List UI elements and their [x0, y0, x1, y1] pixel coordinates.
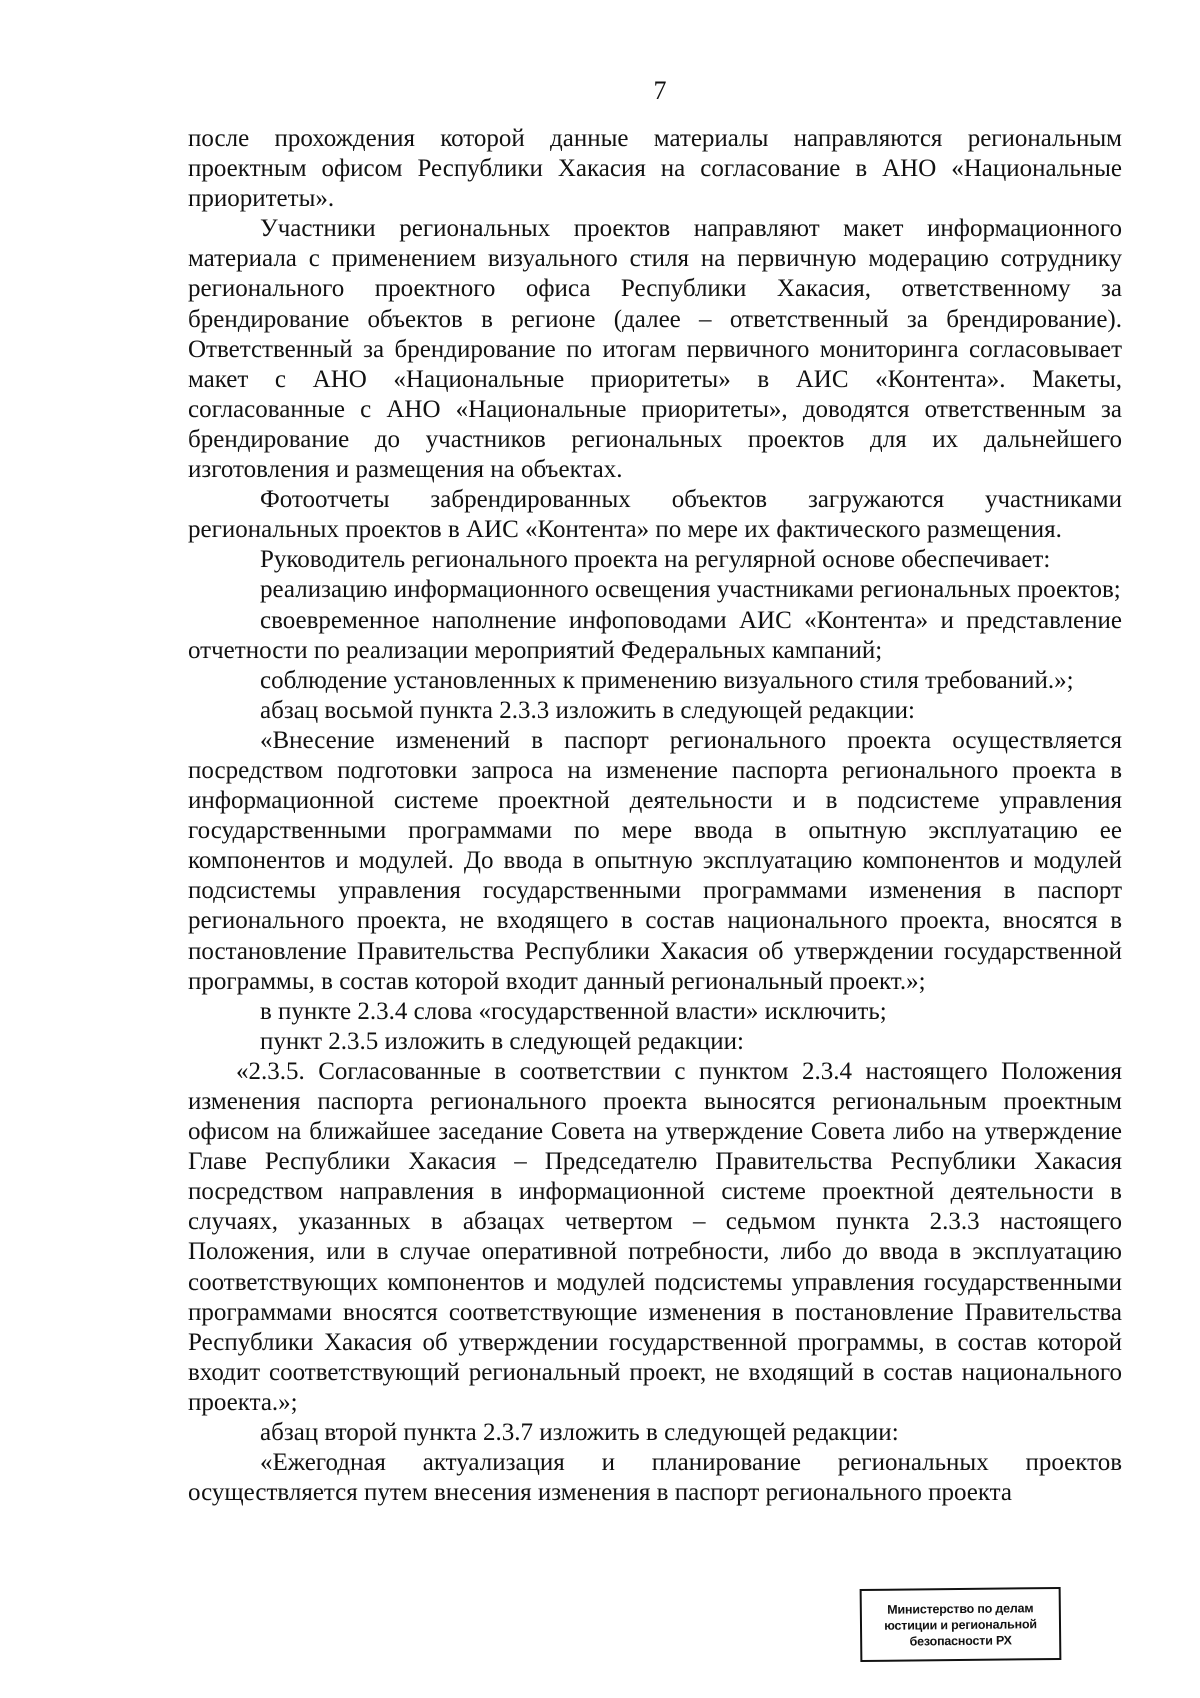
paragraph: Участники региональных проектов направляют макет информационного материала с применением визуального стиля на первичную модерацию сотруднику регионального проектного офиса Республики Хакасия, ответственному за брендирование объектов в регионе (далее – ответственный за брендирование). Ответственный за брендирование по итогам первичного мониторинга согласовывает макет с АНО «Национальные приоритеты» в АИС «Контента». Макеты, согласованные с АНО «Национальные приоритеты», доводятся ответственным за брендирование до участников региональных проектов для их дальнейшего изготовления и размещения на объектах.: [188, 215, 1122, 484]
paragraph: Фотоотчеты забрендированных объектов загружаются участниками региональных проектов в АИС «Контента» по мере их фактического размещения.: [188, 486, 1122, 544]
paragraph: «Внесение изменений в паспорт регионального проекта осуществляется посредством подготовки запроса на изменение паспорта регионального проекта в информационной системе проектной деятельности и в подсистеме управления государственными программами по мере ввода в опытную эксплуатацию ее компонентов и модулей. До ввода в опытную эксплуатацию компонентов и модулей подсистемы управления государственными программами изменения в паспорт регионального проекта, не входящего в состав национального проекта, вносятся в постановление Правительства Республики Хакасия об утверждении государственной программы, в состав которой входит данный региональный проект.»;: [188, 726, 1122, 995]
paragraph: «Ежегодная актуализация и планирование региональных проектов осуществляется путем внесения изменения в паспорт регионального проекта: [188, 1449, 1122, 1507]
paragraph: абзац восьмой пункта 2.3.3 изложить в следующей редакции:: [260, 696, 915, 724]
paragraph: своевременное наполнение инфоповодами АИС «Контента» и представление отчетности по реализации мероприятий Федеральных кампаний;: [188, 606, 1122, 664]
document-body: [188, 124, 1122, 1508]
ministry-stamp: [860, 1587, 1062, 1662]
paragraph: Руководитель регионального проекта на регулярной основе обеспечивает:: [260, 546, 1051, 574]
paragraph: после прохождения которой данные материалы направляются региональным проектным офисом Республики Хакасия на согласование в АНО «Национальные приоритеты».: [188, 125, 1122, 213]
stamp-line: безопасности РХ: [909, 1632, 1012, 1649]
paragraph: абзац второй пункта 2.3.7 изложить в следующей редакции:: [260, 1419, 899, 1447]
stamp-line: юстиции и региональной: [884, 1616, 1037, 1633]
paragraph: соблюдение установленных к применению визуального стиля требований.»;: [260, 666, 1074, 694]
paragraph: «2.3.5. Согласованные в соответствии с пунктом 2.3.4 настоящего Положения изменения паспорта регионального проекта выносятся региональным проектным офисом на ближайшее заседание Совета на утверждение Совета либо на утверждение Главе Республики Хакасия – Председателю Правительства Республики Хакасия посредством направления в информационной системе проектной деятельности в случаях, указанных в абзацах четвертом – седьмом пункта 2.3.3 настоящего Положения, или в случае оперативной потребности, либо до ввода в эксплуатацию соответствующих компонентов и модулей подсистемы управления государственными программами вносятся соответствующие изменения в постановление Правительства Республики Хакасия об утверждении государственной программы, в состав которой входит соответствующий региональный проект, не входящий в состав национального проекта.»;: [188, 1057, 1122, 1416]
paragraph: в пункте 2.3.4 слова «государственной власти» исключить;: [260, 997, 887, 1025]
stamp-line: Министерство по делам: [887, 1600, 1034, 1617]
paragraph: пункт 2.3.5 изложить в следующей редакции:: [260, 1027, 744, 1055]
paragraph: реализацию информационного освещения участниками региональных проектов;: [260, 576, 1121, 604]
page-number: 7: [653, 76, 667, 105]
